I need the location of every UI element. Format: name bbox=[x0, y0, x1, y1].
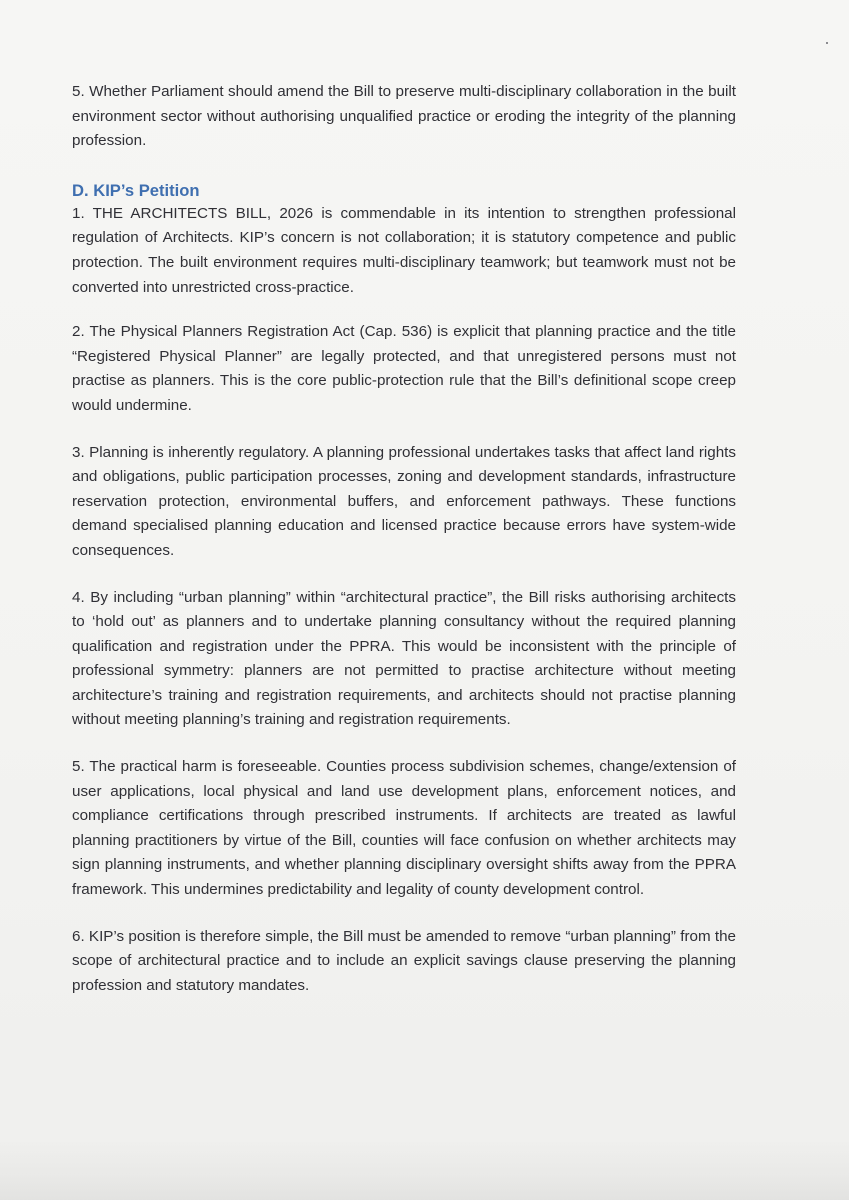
document-body bbox=[72, 80, 736, 998]
paragraph-5: 5. The practical harm is foreseeable. Counties process subdivision schemes, change/extension of user applications, local physical and land use development plans, enforcement notices, and compliance certifications through prescribed instruments. If architects are treated as lawful planning practitioners by virtue of the Bill, counties will face confusion on whether architects may sign planning instruments, and whether planning disciplinary oversight shifts away from the PPRA framework. This undermines predictability and legality of county development control. bbox=[72, 758, 736, 899]
paragraph-4: 4. By including “urban planning” within “architectural practice”, the Bill risks authorising architects to ‘hold out’ as planners and to undertake planning consultancy without the required planning qualification and registration under the PPRA. This would be inconsistent with the principle of professional symmetry: planners are not permitted to practise architecture without meeting architecture’s training and registration requirements, and architects should not practise planning without meeting planning’s training and registration requirements. bbox=[72, 588, 736, 729]
intro-list-item: 5. Whether Parliament should amend the Bill to preserve multi-disciplinary collaboration in the built environment sector without authorising unqualified practice or eroding the integrity of the planning profession. bbox=[72, 83, 736, 150]
scan-speck bbox=[826, 42, 828, 44]
paragraph-6: 6. KIP’s position is therefore simple, the Bill must be amended to remove “urban planning” from the scope of architectural practice and to include an explicit savings clause preserving the planning profession and statutory mandates. bbox=[72, 927, 736, 994]
section-heading: D. KIP’s Petition bbox=[72, 180, 200, 200]
paragraph-2: 2. The Physical Planners Registration Act (Cap. 536) is explicit that planning practice and the title “Registered Physical Planner” are legally protected, and that unregistered persons must not practise as planners. This is the core public-protection rule that the Bill’s definitional scope creep would undermine. bbox=[72, 323, 736, 414]
paragraph-3: 3. Planning is inherently regulatory. A planning professional undertakes tasks that affect land rights and obligations, public participation processes, zoning and development standards, infrastructure reservation protection, environmental buffers, and enforcement pathways. These functions demand specialised planning education and licensed practice because errors have system-wide consequences. bbox=[72, 443, 736, 559]
scan-bottom-shadow bbox=[0, 1140, 849, 1200]
paragraph-1: 1. THE ARCHITECTS BILL, 2026 is commendable in its intention to strengthen professional regulation of Architects. KIP’s concern is not collaboration; it is statutory competence and public protection. The built environment requires multi-disciplinary teamwork; but teamwork must not be converted into unrestricted cross-practice. bbox=[72, 204, 736, 296]
